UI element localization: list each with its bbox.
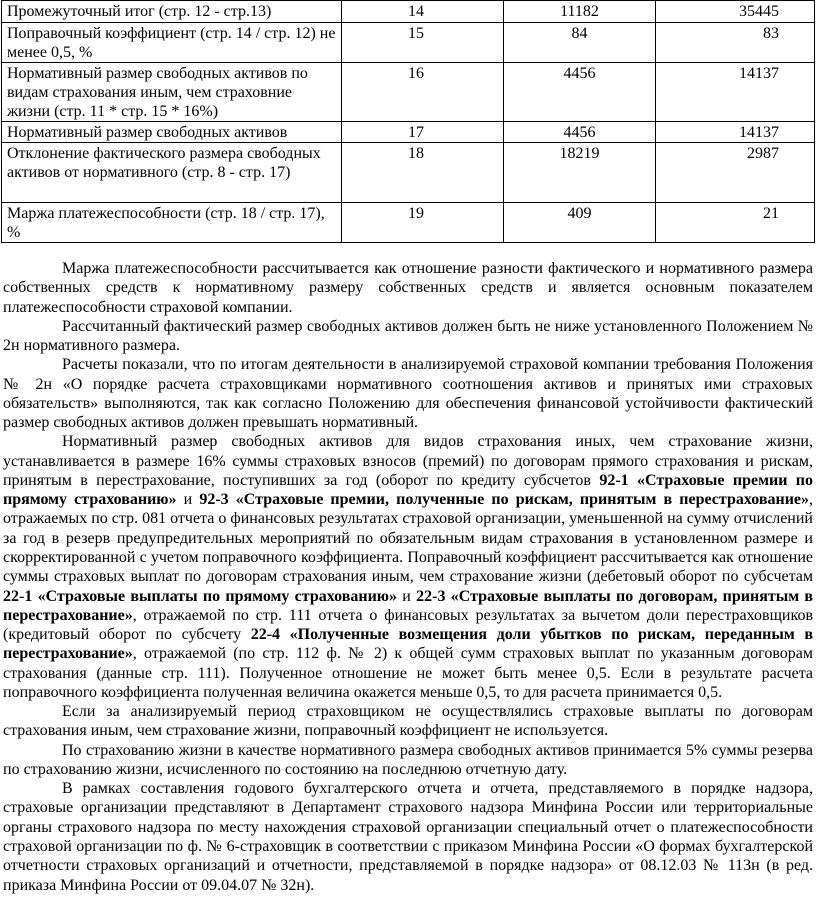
row-value-1: 84 [504, 23, 656, 63]
row-value-1: 4456 [504, 122, 656, 143]
table-row [2, 203, 815, 243]
paragraph: Расчеты показали, что по итогам деятельности в анализируемой страховой компании требования Положения № 2н «О порядке расчета страховщиками нормативного соотношения активов и принятых ими страховых обязательств» выполняются, так как согласно Положению для обеспечения финансовой устойчивости фактический размер свободных активов должен превышать нормативный. [3, 356, 813, 432]
paragraph: По страхованию жизни в качестве нормативного размера свободных активов принимается 5% суммы резерва по страхованию жизни, исчисленного по состоянию на последнюю отчетную дату. [3, 741, 813, 778]
table-row [2, 122, 815, 143]
row-value-2: 14137 [656, 63, 815, 122]
row-value-2: 21 [656, 203, 815, 243]
row-name: Нормативный размер свободных активов по видам страхования иным, чем страховние жизни (стр. 11 * стр. 15 * 16%) [2, 63, 342, 122]
text-run: , отражаемой по стр. 111 отчета о финансовых результатах за вычетом доли перестраховщиков (кредитовый оборот по субсчету [3, 606, 813, 644]
row-name: Промежуточный итог (стр. 12 - стр.13) [2, 1, 342, 23]
row-name: Отклонение фактического размера свободных активов от нормативного (стр. 8 - стр. 17) [2, 143, 342, 203]
row-value-1: 4456 [504, 63, 656, 122]
account-reference: 22-4 «Полученные возмещения доли убытков по рискам, переданным в перестрахование» [3, 626, 814, 663]
row-name: Нормативный размер свободных активов [2, 122, 342, 143]
table-row [2, 23, 815, 63]
row-value-2: 83 [656, 23, 815, 63]
row-code: 17 [342, 122, 504, 143]
row-value-2: 35445 [656, 1, 815, 23]
body-text [3, 259, 813, 895]
text-run: , отражаемых по стр. 081 отчета о финансовых результатах страховой организации, уменьшенной на сумму отчислений за год в резерв предупредительных мероприятий по обязательным видам страхования в установленном размере и скорректированной с учетом поправочного коэффициента. Поправочный коэффициент рассчитывается как отношение суммы страховых выплат по договорам страхования иным, чем страхование жизни (дебетовый оборот по субсчетам [3, 491, 814, 586]
row-code: 18 [342, 143, 504, 203]
row-value-1: 409 [504, 203, 656, 243]
account-reference: 92-3 «Страховые премии, полученные по рискам, принятым в перестрахование» [199, 491, 810, 509]
paragraph: Маржа платежеспособности рассчитывается как отношение разности фактического и нормативного размера собственных средств к нормативному размеру собственных средств и является основным показателем платежеспособности страховой компании. [3, 260, 813, 316]
text-run: , отражаемой (по стр. 112 ф. № 2) к общей сумм страховых выплат по указанным договорам страхования (данные стр. 111). Полученное отношение не может быть менее 0,5. Если в результате расчета поправочного коэффициента полученная величина окажется меньше 0,5, то для расчета принимается 0,5. [3, 645, 813, 701]
table-row [2, 63, 815, 122]
row-code: 19 [342, 203, 504, 243]
text-run: Нормативный размер свободных активов для видов страхования иных, чем страхование жизни, устанавливается в размере 16% суммы страховых взносов (премий) по договорам прямого страхования и рискам, принятым в перестрахование, поступивших за год (оборот по кредиту субсчетов [3, 433, 813, 489]
row-code: 16 [342, 63, 504, 122]
row-value-2: 2987 [656, 143, 815, 203]
table-row [2, 143, 815, 203]
row-code: 14 [342, 1, 504, 23]
table-row [2, 1, 815, 23]
row-code: 15 [342, 23, 504, 63]
text-run: и [176, 491, 200, 509]
text-run: и [397, 587, 417, 605]
row-name: Маржа платежеспособности (стр. 18 / стр. 17), % [2, 203, 342, 243]
row-value-1: 18219 [504, 143, 656, 203]
row-name: Поправочный коэффициент (стр. 14 / стр. 12) не менее 0,5, % [2, 23, 342, 63]
row-value-1: 11182 [504, 1, 656, 23]
account-reference: 22-1 «Страховые выплаты по прямому страхованию» [3, 587, 398, 605]
paragraph: В рамках составления годового бухгалтерского отчета и отчета, представляемого в порядке надзора, страховые организации представляют в Департамент страхового надзора Минфина России или территориальные органы страхового надзора по месту нахождения страховой организации специальный отчет о платежеспособности страховой организации по ф. № 6-страховщик в соответствии с приказом Минфина России «О формах бухгалтерской отчетности страховых организаций и отчетности, представляемой в порядке надзора» от 08.12.03 № 113н (в ред. приказа Минфина России от 09.04.07 № 32н). [3, 780, 813, 894]
solvency-table [1, 0, 815, 243]
account-reference: 92-1 «Страховые премии по прямому страхованию» [3, 471, 814, 509]
paragraph: Если за анализируемый период страховщиком не осуществлялись страховые выплаты по договорам страхования иным, чем страхование жизни, поправочный коэффициент не используется. [3, 703, 813, 740]
paragraph [3, 432, 813, 702]
row-value-2: 14137 [656, 122, 815, 143]
account-reference: 22-3 «Страховые выплаты по договорам, принятым в перестрахование» [3, 587, 814, 624]
paragraph: Рассчитанный фактический размер свободных активов должен быть не ниже установленного Положением № 2н нормативного размера. [3, 317, 813, 355]
